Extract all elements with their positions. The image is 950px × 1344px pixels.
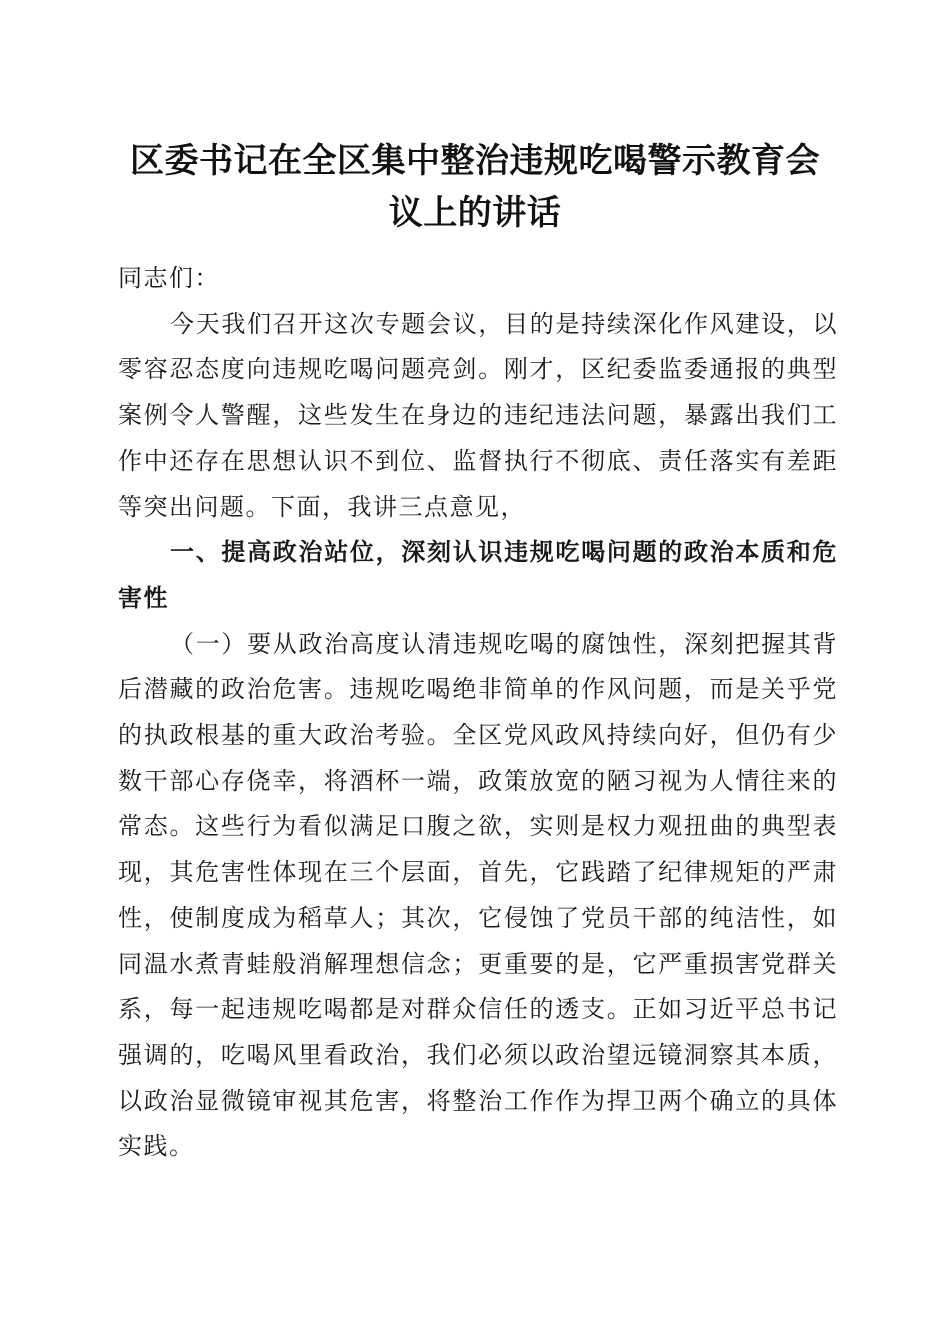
greeting: 同志们：	[118, 264, 220, 292]
subsection-one-paragraph: （一）要从政治高度认清违规吃喝的腐蚀性，深刻把握其背后潜藏的政治危害。违规吃喝绝非简单的作风问题，而是关乎党的执政根基的重大政治考验。全区党风政风持续向好，但仍有少数干部心存侥幸，将酒杯一端，政策放宽的陋习视为人情往来的常态。这些行为看似满足口腹之欲，实则是权力观扭曲的典型表现，其危害性体现在三个层面，首先，它践踏了纪律规矩的严肃性，使制度成为稻草人；其次，它侵蚀了党员干部的纯洁性，如同温水煮青蛙般消解理想信念；更重要的是，它严重损害党群关系，每一起违规吃喝都是对群众信任的透支。正如习近平总书记强调的，吃喝风里看政治，我们必须以政治望远镜洞察其本质，以政治显微镜审视其危害，将整治工作作为捍卫两个确立的具体实践。	[118, 629, 838, 1161]
intro-paragraph: 今天我们召开这次专题会议，目的是持续深化作风建设，以零容忍态度向违规吃喝问题亮剑。刚才，区纪委监委通报的典型案例令人警醒，这些发生在身边的违纪违法问题，暴露出我们工作中还存在思想认识不到位、监督执行不彻底、责任落实有差距等突出问题。下面，我讲三点意见，	[118, 309, 838, 521]
section-one-heading: 一、提高政治站位，深刻认识违规吃喝问题的政治本质和危害性	[118, 538, 838, 612]
document-title: 区委书记在全区集中整治违规吃喝警示教育会议上的讲话	[130, 141, 820, 233]
document-body	[118, 256, 838, 1170]
